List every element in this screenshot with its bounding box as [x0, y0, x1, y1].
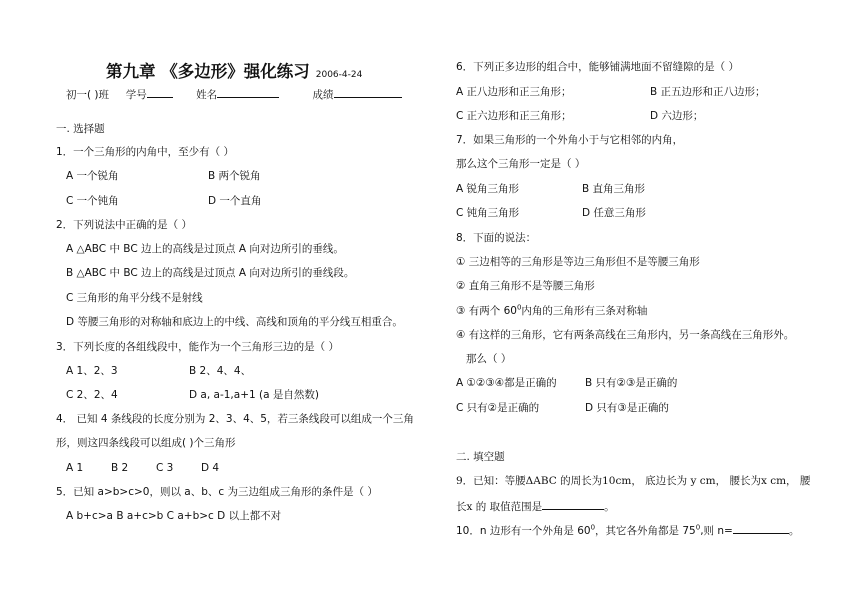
q10-post: ,则 n= [700, 525, 733, 537]
q3-stem: 3．下列长度的各组线段中，能作为一个三角形三边的是（ ） [56, 341, 340, 353]
q3-option-c: C 2、2、4 [66, 389, 118, 401]
q8-stem: 8．下面的说法： [456, 232, 537, 244]
q8-s3-degree: 0 [516, 303, 522, 312]
q4-option-d: D 4 [201, 462, 220, 474]
q7-line1: 7．如果三角形的一个外角小于与它相邻的内角， [456, 134, 684, 146]
q10-line: 10．n 边形有一个外角是 $60^0$，其它各外角都是 $75^0$,则 n= 。 [456, 523, 800, 537]
q1-stem: 1．一个三角形的内角中，至少有（ ） [56, 146, 235, 158]
q2-option-b: B △ABC 中 BC 边上的高线是过顶点 A 向对边所引的垂线段。 [66, 267, 355, 279]
q10-pre: 10．n 边形有一个外角是 60 [456, 525, 591, 537]
q8-then: 那么（ ） [466, 353, 512, 365]
q4-line1: 4． 已知 4 条线段的长度分别为 2、3、4、5，若三条线段可以组成一个三角 [56, 413, 414, 425]
name-label: 姓名 [196, 89, 218, 101]
q10-degree-2: 0 [695, 523, 701, 532]
q8-option-b: B 只有②③是正确的 [585, 377, 678, 389]
section1-heading: 一. 选择题 [56, 123, 105, 135]
q7-option-a: A 锐角三角形 [456, 183, 520, 195]
q8-s3-post: 内角的三角形有三条对称轴 [521, 305, 648, 317]
q1-option-c: C 一个钝角 [66, 195, 119, 207]
q3-option-b: B 2、4、4、 [189, 365, 252, 377]
q7-option-b: B 直角三角形 [582, 183, 646, 195]
q2-option-a: A △ABC 中 BC 边上的高线是过顶点 A 向对边所引的垂线。 [66, 243, 344, 255]
q8-s3-pre: ③ 有两个 60 [456, 305, 517, 317]
q6-option-a: A 正八边形和正三角形； [456, 86, 572, 98]
q4-option-b: B 2 [111, 462, 129, 474]
q9-line2-text: 长x 的 取值范围是 [456, 501, 543, 513]
q2-option-d: D 等腰三角形的对称轴和底边上的中线、高线和顶角的平分线互相重合。 [66, 316, 403, 328]
q9-line1: 9．已知：等腰ΔABC 的周长为10cm， 底边长为 y cm， 腰长为x cm， 腰 [456, 475, 811, 487]
q1-option-b: B 两个锐角 [208, 170, 261, 182]
q7-option-c: C 钝角三角形 [456, 207, 520, 219]
q6-stem: 6．下列正多边形的组合中，能够铺满地面不留缝隙的是（ ） [456, 61, 740, 73]
q5-options: A b+c>a B a+c>b C a+b>c D 以上都不对 [66, 510, 282, 522]
q9-answer-blank[interactable] [542, 498, 604, 510]
q6-option-b: B 正五边形和正八边形； [650, 86, 766, 98]
score-label: 成绩 [312, 89, 334, 101]
class-label: 初一( )班 [66, 89, 110, 101]
q4-option-c: C 3 [156, 462, 174, 474]
q8-option-a: A ①②③④都是正确的 [456, 377, 557, 389]
q8-statement-2: ② 直角三角形不是等腰三角形 [456, 280, 595, 292]
q4-line2: 形，则这四条线段可以组成( )个三角形 [56, 437, 236, 449]
student-info-row [66, 86, 402, 102]
q7-option-d: D 任意三角形 [582, 207, 646, 219]
q8-statement-3 [456, 304, 647, 318]
q10-answer-blank[interactable] [733, 522, 789, 534]
q10-mid: ，其它各外角都是 75 [595, 525, 696, 537]
title-text: 第九章 《多边形》强化练习 [106, 62, 310, 81]
worksheet-title [106, 58, 362, 82]
score-blank[interactable] [334, 86, 402, 98]
q8-statement-1: ① 三边相等的三角形是等边三角形但不是等腰三角形 [456, 256, 700, 268]
q6-option-c: C 正六边形和正三角形； [456, 110, 572, 122]
q4-option-a: A 1 [66, 462, 84, 474]
q3-option-d: D a, a-1,a+1 (a 是自然数) [189, 389, 319, 401]
name-blank[interactable] [217, 86, 279, 98]
q9-line2: 长x 的 取值范围是 。 [456, 498, 615, 514]
q2-stem: 2．下列说法中正确的是（ ） [56, 219, 193, 231]
q3-option-a: A 1、2、3 [66, 365, 118, 377]
q6-option-d: D 六边形； [650, 110, 704, 122]
q5-stem: 5．已知 a>b>c>0，则以 a、b、c 为三边组成三角形的条件是（ ） [56, 486, 378, 498]
id-blank[interactable] [147, 86, 173, 98]
q2-option-c: C 三角形的角平分线不是射线 [66, 292, 203, 304]
q8-statement-4: ④ 有这样的三角形，它有两条高线在三角形内，另一条高线在三角形外。 [456, 329, 795, 341]
section2-heading: 二. 填空题 [456, 451, 505, 463]
q8-option-d: D 只有③是正确的 [585, 402, 669, 414]
id-label: 学号 [125, 89, 147, 101]
q1-option-a: A 一个锐角 [66, 170, 119, 182]
q8-option-c: C 只有②是正确的 [456, 402, 540, 414]
q1-option-d: D 一个直角 [208, 195, 262, 207]
q7-line2: 那么这个三角形一定是（ ） [456, 158, 586, 170]
title-date: 2006-4-24 [315, 70, 363, 80]
q10-degree-1: 0 [590, 523, 596, 532]
